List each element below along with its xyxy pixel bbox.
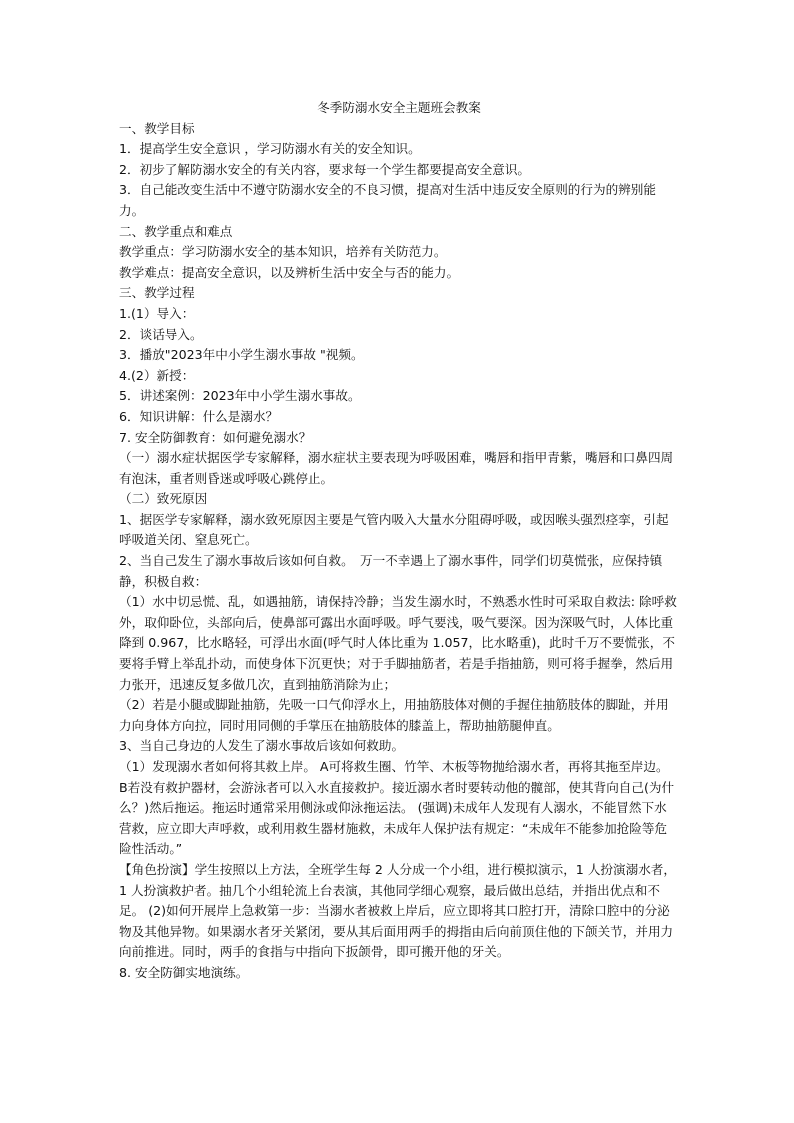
self-rescue-intro: 2、当自己发生了溺水事故后该如何自救。 万一不幸遇上了溺水事件，同学们切莫慌张，应保持镇静，积极自救： bbox=[119, 553, 663, 589]
document-page bbox=[119, 98, 679, 984]
cause-of-death-text: 1、据医学专家解释，溺水致死原因主要是气管内吸入大量水分阻碍呼吸，或因喉头强烈痉挛，引起呼吸道关闭、窒息死亡。 bbox=[119, 511, 669, 548]
drowning-symptoms: （一）溺水症状据医学专家解释，溺水症状主要表现为呼吸困难，嘴唇和指甲青紫，嘴唇和口鼻四周有泡沫，重者则昏迷或呼吸心跳停止。 bbox=[119, 450, 674, 486]
process-step-3: 3．播放"2023年中小学生溺水事故 "视频。 bbox=[119, 347, 364, 363]
section-heading-process: 三、教学过程 bbox=[119, 285, 195, 301]
self-rescue-point-1: （1）水中切忌慌、乱，如遇抽筋，请保持冷静；当发生溺水时，不熟悉水性时可采取自救法: 除呼救外，取仰卧位，头部向后，使鼻部可露出水面呼吸。呼气要浅，吸气要深。因为深吸气时，人体比重降到 0.967，比水略轻，可浮出水面(呼气时人体比重为 1.057，比水略重)，此时千万不要慌张，不要将手臂上举乱扑动，而使身体下沉更快；对于手脚抽筋者，若是手指抽筋，则可将手握拳，然后用力张开，迅速反复多做几次，直到抽筋消除为止； bbox=[119, 594, 677, 692]
section-heading-objectives: 一、教学目标 bbox=[119, 120, 195, 136]
process-step-4: 4.(2）新授： bbox=[119, 367, 195, 383]
rescue-others-point-1: （1）发现溺水者如何将其救上岸。 A可将救生圈、竹竿、木板等物抛给溺水者，再将其拖至岸边。 B若没有救护器材，会游泳者可以入水直接救护。接近溺水者时要转动他的髋部，使其背向自己(为什么？)然后拖运。拖运时通常采用侧泳或仰泳拖运法。 (强调)未成年人发现有人溺水，不能冒然下水营救，应立即大声呼救，或利用救生器材施救，未成年人保护法有规定：“未成年不能参加抢险等危险性活动。” bbox=[119, 759, 675, 857]
rescue-others-heading: 3、当自己身边的人发生了溺水事故后该如何救助。 bbox=[119, 738, 405, 754]
objective-3: 3．自己能改变生活中不遵守防溺水安全的不良习惯，提高对生活中违反安全原则的行为的辨别能力。 bbox=[119, 182, 656, 218]
self-rescue-point-2: （2）若是小腿或脚趾抽筋，先吸一口气仰浮水上，用抽筋肢体对侧的手握住抽筋肢体的脚趾，并用力向身体方向拉，同时用同侧的手掌压在抽筋肢体的膝盖上，帮助抽筋腿伸直。 bbox=[119, 697, 669, 733]
objective-1: 1．提高学生安全意识 ，学习防溺水有关的安全知识。 bbox=[119, 141, 421, 157]
document-title: 冬季防溺水安全主题班会教案 bbox=[317, 100, 481, 115]
process-step-7: 7. 安全防御教育：如何避免溺水？ bbox=[119, 429, 312, 445]
section-heading-key-points: 二、教学重点和难点 bbox=[119, 223, 233, 239]
role-play-paragraph: 【角色扮演】学生按照以上方法，全班学生每 2 人分成一个小组，进行模拟演示，1 人扮演溺水者，1 人扮演救护者。抽几个小组轮流上台表演，其他同学细心观察，最后做出总结，并指出优点和不足。 (2)如何开展岸上急救第一步：当溺水者被救上岸后，应立即将其口腔打开，清除口腔中的分泌物及其他异物。如果溺水者牙关紧闭，要从其后面用两手的拇指由后向前顶住他的下颌关节，并用力向前推进。同时，两手的食指与中指向下扳颌骨，即可搬开他的牙关。 bbox=[119, 861, 676, 960]
process-step-2: 2．谈话导入。 bbox=[119, 326, 203, 342]
process-step-5: 5．讲述案例：2023年中小学生溺水事故。 bbox=[119, 388, 361, 404]
process-step-6: 6．知识讲解：什么是溺水？ bbox=[119, 408, 279, 424]
process-step-8: 8. 安全防御实地演练。 bbox=[119, 964, 249, 980]
difficult-point: 教学难点：提高安全意识，以及辨析生活中安全与否的能力。 bbox=[119, 264, 460, 280]
key-point: 教学重点：学习防溺水安全的基本知识，培养有关防范力。 bbox=[119, 244, 447, 260]
objective-2: 2．初步了解防溺水安全的有关内容，要求每一个学生都要提高安全意识。 bbox=[119, 161, 531, 177]
cause-of-death-heading: （二）致死原因 bbox=[119, 491, 208, 507]
process-step-1: 1.(1）导入： bbox=[119, 305, 195, 321]
